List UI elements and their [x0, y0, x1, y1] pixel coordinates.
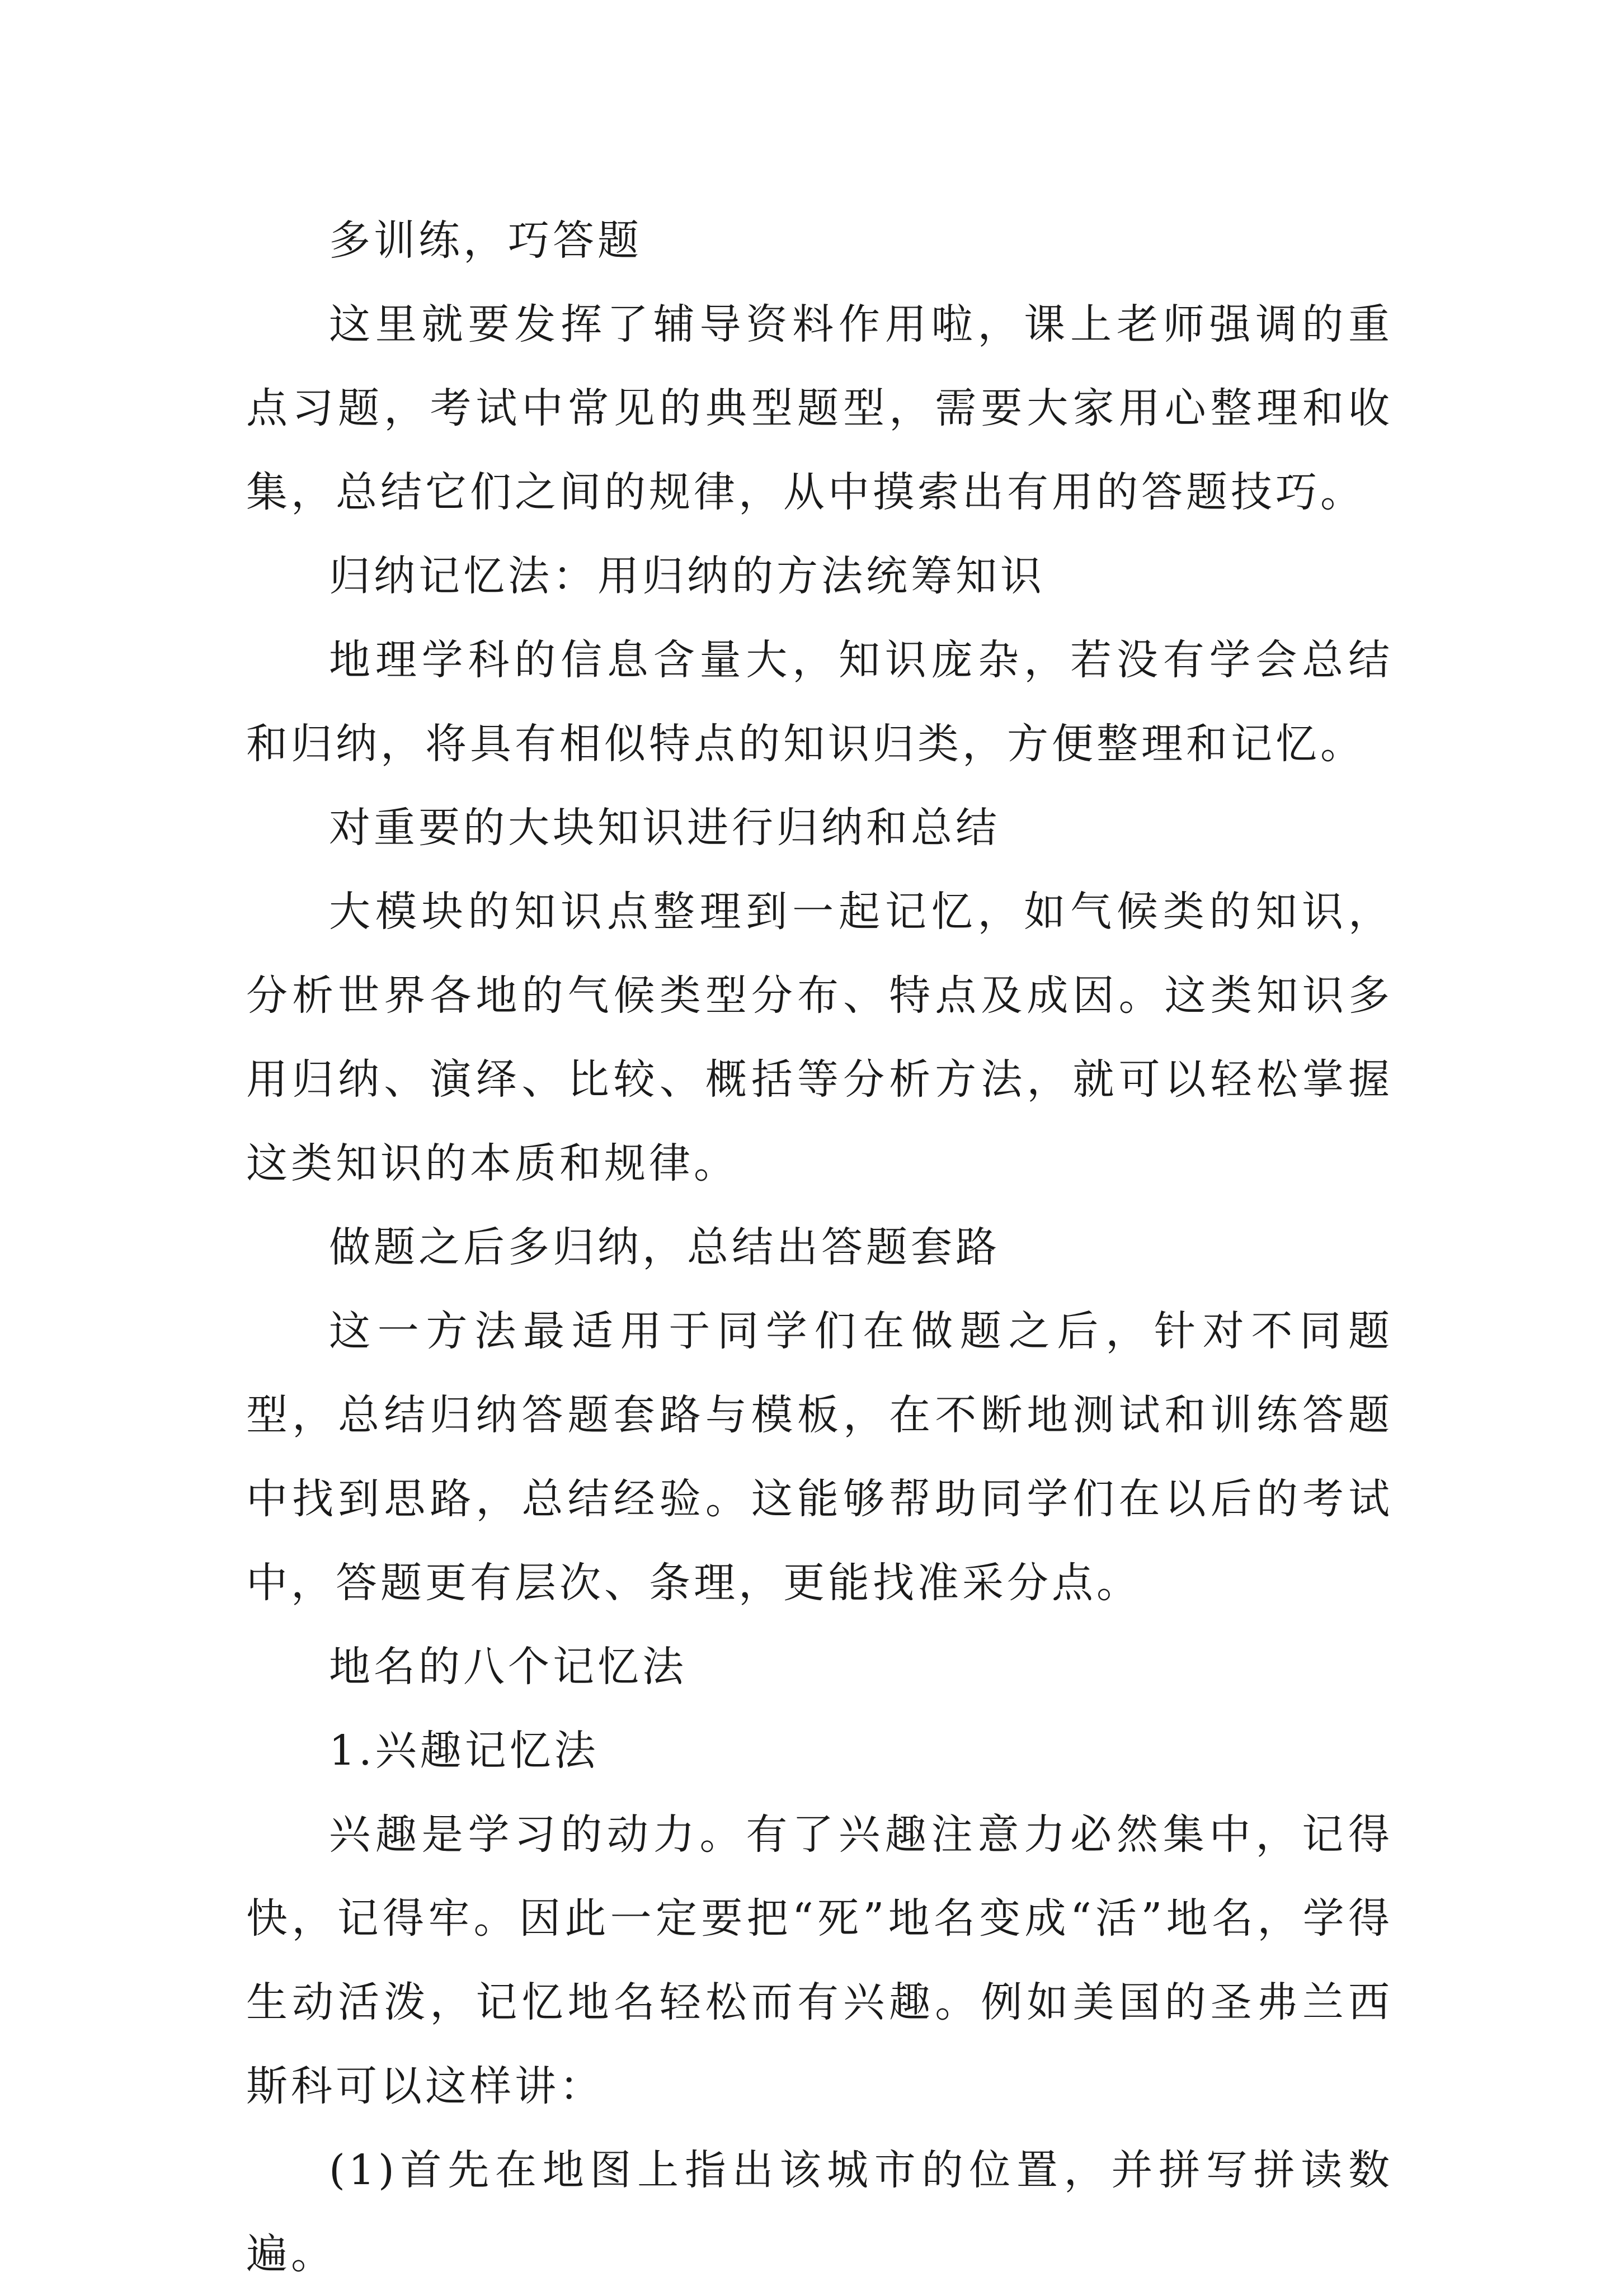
section-heading-induction: 归纳记忆法：用归纳的方法统筹知识	[329, 552, 1045, 600]
section-heading-after-exercise: 做题之后多归纳，总结出答题套路	[329, 1223, 1000, 1271]
section-heading-place-names: 地名的八个记忆法	[329, 1643, 687, 1691]
paragraph-after-exercise: 这一方法最适用于同学们在做题之后，针对不同题型，总结归纳答题套路与模板，在不断地测试和训练答题中找到思路，总结经验。这能够帮助同学们在以后的考试中，答题更有层次、条理，更能找准采分点。	[246, 1307, 1393, 1607]
document-body	[246, 199, 1393, 2296]
list-item-1: (1)首先在地图上指出该城市的位置，并拼写拼读数遍。	[246, 2146, 1393, 2278]
paragraph-induction: 地理学科的信息含量大，知识庞杂，若没有学会总结和归纳，将具有相似特点的知识归类，方便整理和记忆。	[246, 636, 1393, 768]
paragraph-practice: 这里就要发挥了辅导资料作用啦，课上老师强调的重点习题，考试中常见的典型题型，需要大家用心整理和收集，总结它们之间的规律，从中摸索出有用的答题技巧。	[246, 300, 1393, 516]
subheading-interest-method: 1.兴趣记忆法	[329, 1727, 599, 1775]
section-heading-big-blocks: 对重要的大块知识进行归纳和总结	[329, 804, 1000, 852]
section-heading-practice: 多训练，巧答题	[329, 216, 642, 265]
paragraph-big-blocks: 大模块的知识点整理到一起记忆，如气候类的知识，分析世界各地的气候类型分布、特点及成因。这类知识多用归纳、演绎、比较、概括等分析方法，就可以轻松掌握这类知识的本质和规律。	[246, 888, 1393, 1187]
paragraph-interest-method: 兴趣是学习的动力。有了兴趣注意力必然集中，记得快，记得牢。因此一定要把“死”地名变成“活”地名，学得生动活泼，记忆地名轻松而有兴趣。例如美国的圣弗兰西斯科可以这样讲：	[246, 1811, 1393, 2110]
